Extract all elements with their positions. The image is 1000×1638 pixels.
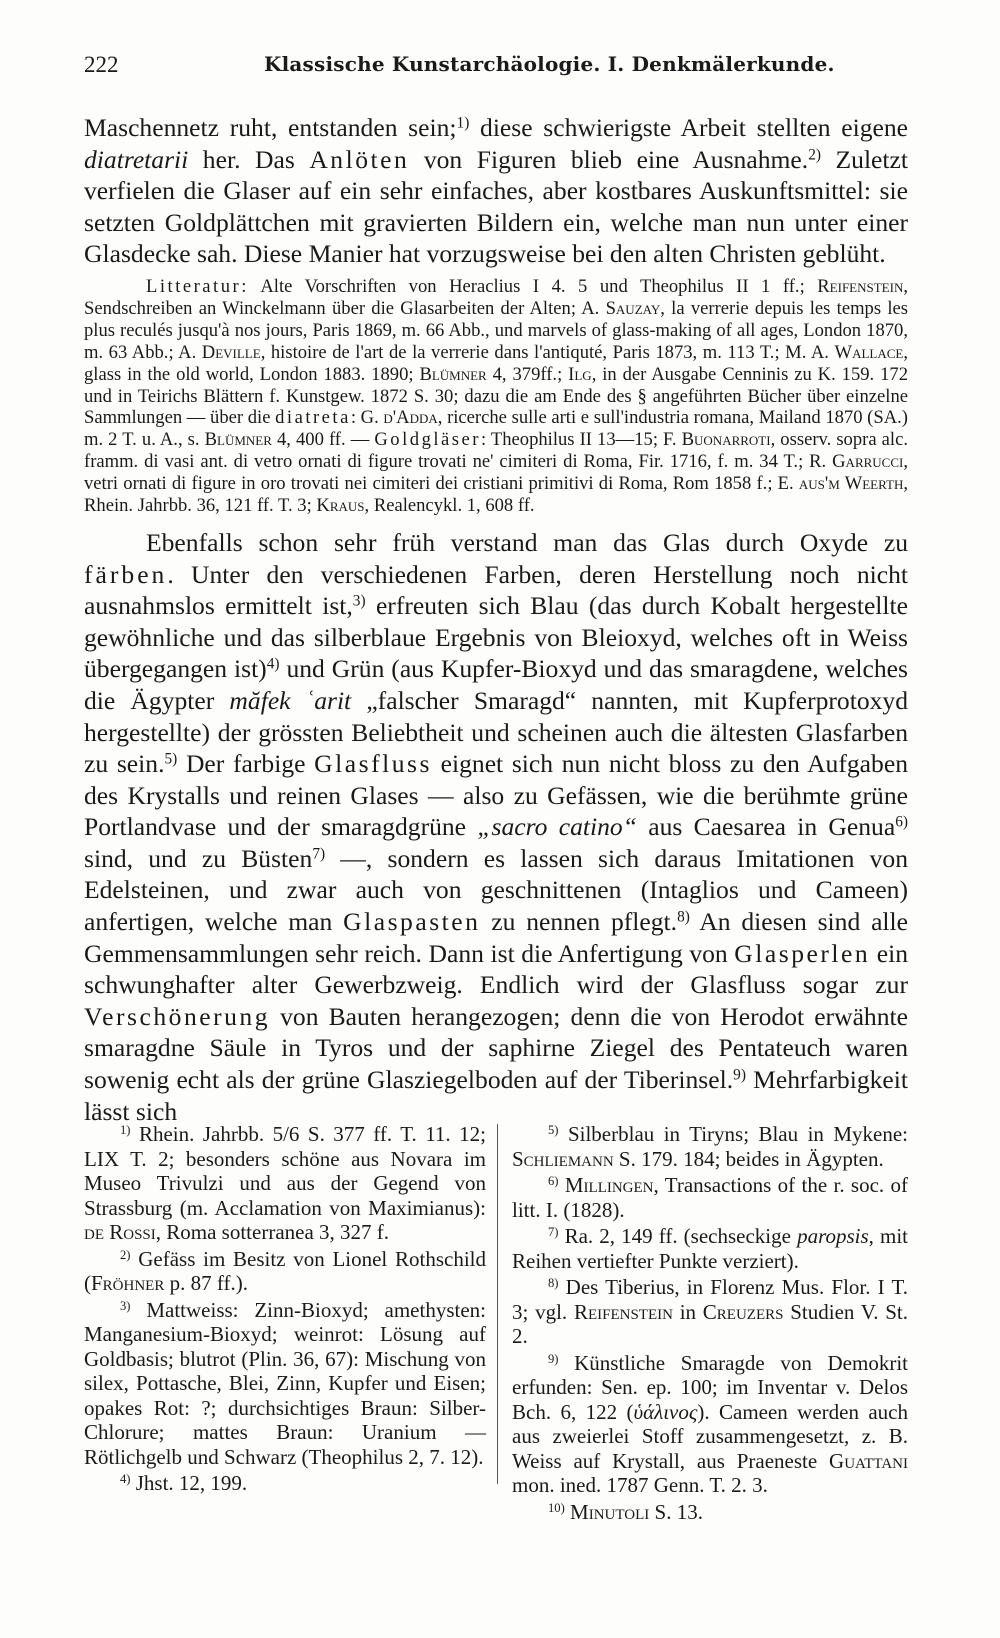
- footnote-1: $^{1)}$ Rhein. Jahrbb. 5/6 S. 377 ff. T. 11. 12; LIX T. 2; besonders schöne aus Novara im Museo Trivulzi und aus der Gegend von Strassburg (m. Acclamation von Maximianus): de Rossi, Roma sotterranea 3, 327 f.: [84, 1122, 486, 1244]
- running-title: Klassische Kunstarchäologie. I. Denkmälerkunde.: [264, 52, 835, 76]
- literature-block: Litteratur: Alte Vorschriften von Heraclius I 4. 5 und Theophilus II 1 ff.; Reifenstein, Sendschreiben an Winckelmann über die Glasarbeiten der Alten; A. Sauzay, la verrerie depuis les temps les plus reculés jusqu'à nos jours, Paris 1869, m. 66 Abb., und marvels of glass-making of all ages, London 1870, m. 63 Abb.; A. Deville, histoire de l'art de la verrerie dans l'antiquté, Paris 1873, m. 113 T.; M. A. Wallace, glass in the old world, London 1883. 1890; Blümner 4, 379ff.; Ilg, in der Ausgabe Cenninis zu K. 159. 172 und in Teirichs Blättern f. Kunstgew. 1872 S. 30; dazu die am Ende des § angeführten Bücher über einzelne Sammlungen — über die diatreta: G. d'Adda, ricerche sulle arti e sull'industria romana, Mailand 1870 (SA.) m. 2 T. u. A., s. Blümner 4, 400 ff. — Goldgläser: Theophilus II 13—15; F. Buonarroti, osserv. sopra alc. framm. di vasi ant. di vetro ornati di figure trovati ne' cimiteri di Roma, Fir. 1716, f. m. 34 T.; R. Garrucci, vetri ornati di figure in oro trovati nei cimiteri dei cristiani primitivi di Roma, Rom 1858 f.; E. aus'm Weerth, Rhein. Jahrbb. 36, 121 ff. T. 3; Kraus, Realencykl. 1, 608 ff.: [84, 275, 908, 517]
- footnotes-left-column: [84, 1122, 486, 1498]
- page-header: [84, 52, 914, 86]
- paragraph-1: Maschennetz ruht, entstanden sein;$^{1)}$ diese schwierigste Arbeit stellten eigene diatretarii her. Das Anlöten von Figuren blieb eine Ausnahme.$^{2)}$ Zuletzt verfielen die Glaser auf ein sehr einfaches, aber kostbares Auskunftsmittel: sie setzten Goldplättchen mit gravierten Bildern ein, welche man nun unter einer Glasdecke sah. Diese Manier hat vorzugsweise bei den alten Christen geblüht.: [84, 113, 909, 269]
- footnote-ref-9[interactable]: 9): [733, 1066, 746, 1084]
- footnote-column-divider: [497, 1124, 498, 1484]
- footnote-7: $^{7)}$ Ra. 2, 149 ff. (sechseckige paropsis, mit Reihen vertiefter Punkte verziert).: [512, 1224, 908, 1273]
- footnote-2: $^{2)}$ Gefäss im Besitz von Lionel Rothschild (Fröhner p. 87 ff.).: [84, 1246, 486, 1295]
- footnote-8: $^{8)}$ Des Tiberius, in Florenz Mus. Flor. I T. 3; vgl. Reifenstein in Creuzers Studien V. St. 2.: [512, 1275, 908, 1348]
- footnote-ref-2[interactable]: 2): [808, 146, 821, 164]
- main-text: [84, 112, 908, 1127]
- footnotes-right-column: [512, 1122, 908, 1526]
- page-number: 222: [84, 52, 119, 77]
- footnote-ref-4[interactable]: 4): [266, 655, 280, 673]
- footnote-ref-8[interactable]: 8): [677, 908, 690, 926]
- footnote-ref-3[interactable]: 3): [352, 592, 366, 610]
- footnote-10: $^{10)}$ Minutoli S. 13.: [548, 1499, 703, 1524]
- footnote-6: $^{6)}$ Millingen, Transactions of the r. soc. of litt. I. (1828).: [512, 1173, 909, 1222]
- literature-label: Litteratur:: [146, 275, 249, 297]
- paragraph-2: Ebenfalls schon sehr früh verstand man das Glas durch Oxyde zu färben. Unter den verschiedenen Farben, deren Herstellung noch nicht ausnahmslos ermittelt ist,$^{3)}$ erfreuten sich Blau (das durch Kobalt hergestellte gewöhnliche und das silberblaue Ergebnis von Bleioxyd, welches oft in Weiss übergegangen ist)$^{4)}$ und Grün (aus Kupfer-Bioxyd und das smaragdene, welches die Ägypter măfek ʿarit „falscher Smaragd“ nannten, mit Kupferprotoxyd hergestellte) der grössten Beliebtheit und scheinen auch die ältesten Glasfarben zu sein.$^{5)}$ Der farbige Glasfluss eignet sich nun nicht bloss zu den Aufgaben des Krystalls und reinen Glases — also zu Gefässen, wie die berühmte grüne Portlandvase und der smaragdgrüne „sacro catino“ aus Caesarea in Genua$^{6)}$ sind, und zu Büsten$^{7)}$ —, sondern es lassen sich daraus Imitationen von Edelsteinen, und zwar auch von geschnittenen (Intaglios und Cameen) anfertigen, welche man Glaspasten zu nennen pflegt.$^{8)}$ An diesen sind alle Gemmensammlungen sehr reich. Dann ist die Anfertigung von Glasperlen ein schwunghafter alter Gewerbzweig. Endlich wird der Glasfluss sogar zur Verschönerung von Bauten herangezogen; denn die von Herodot erwähnte smaragdne Säule in Tyros und der saphirne Ziegel des Pentateuch waren sowenig echt als der grüne Glasziegelboden auf der Tiberinsel.$^{9)}$ Mehrfarbigkeit lässt sich: [84, 527, 909, 1126]
- footnote-ref-6[interactable]: 6): [895, 813, 908, 831]
- footnote-ref-5[interactable]: 5): [164, 750, 178, 768]
- footnote-ref-7[interactable]: 7): [312, 845, 326, 863]
- footnote-9: $^{9)}$ Künstliche Smaragde von Demokrit erfunden: Sen. ep. 100; im Inventar v. Delos Bch. 6, 122 (ὑάλινος). Cameen werden auch aus zweierlei Stoff zusammengesetzt, z. B. Weiss auf Krystall, aus Praeneste Guattani mon. ined. 1787 Genn. T. 2. 3.: [512, 1350, 908, 1497]
- footnote-3: $^{3)}$ Mattweiss: Zinn-Bioxyd; amethysten: Manganesium-Bioxyd; weinrot: Lösung auf Goldbasis; blutrot (Plin. 36, 67): Mischung von silex, Pottasche, Blei, Zinn, Kupfer und Eisen; opakes Rot: ?; durchsichtiges Braun: Silber-Chlorure; mattes Braun: Uranium — Rötlichgelb und Schwarz (Theophilus 2, 7. 12).: [84, 1297, 486, 1469]
- footnote-5: $^{5)}$ Silberblau in Tiryns; Blau in Mykene: Schliemann S. 179. 184; beides in Ägypten.: [512, 1122, 908, 1171]
- footnote-4: $^{4)}$ Jhst. 12, 199.: [120, 1471, 248, 1495]
- footnote-ref-1[interactable]: 1): [456, 114, 470, 132]
